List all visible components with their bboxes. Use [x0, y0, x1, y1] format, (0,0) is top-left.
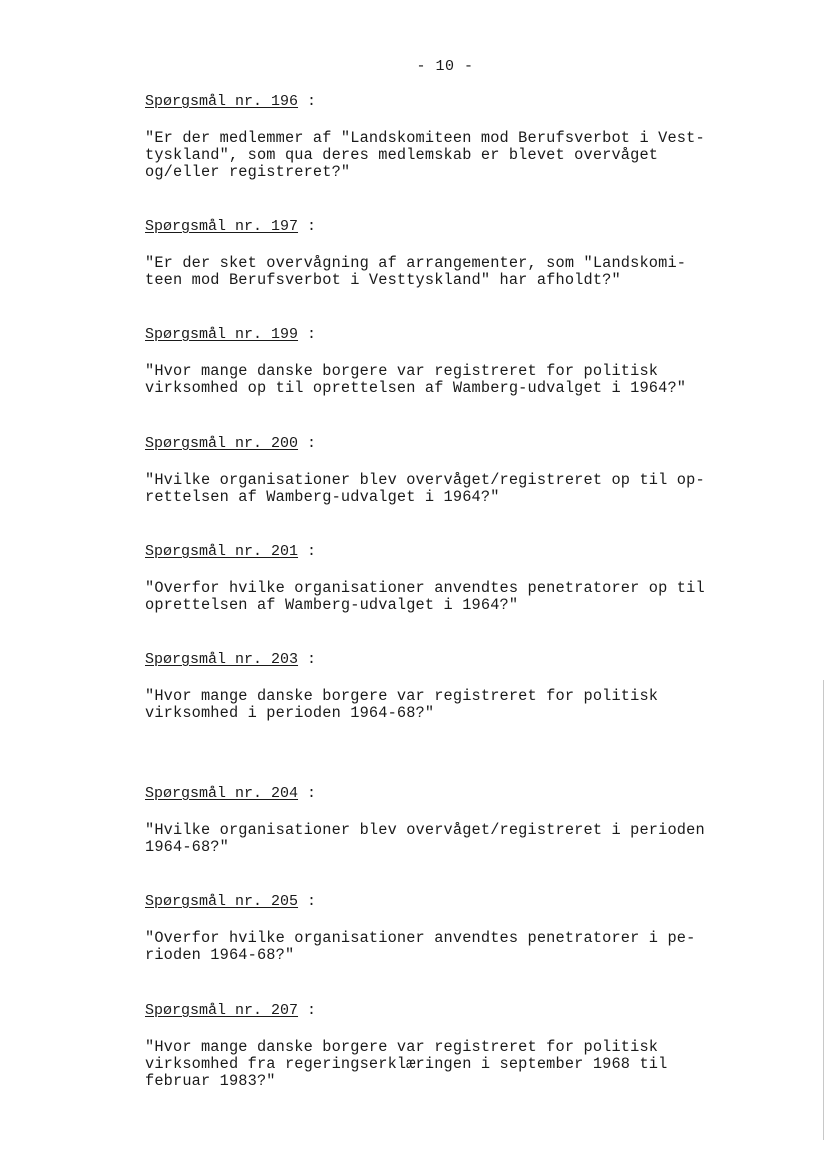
- question-203: [145, 651, 765, 722]
- question-label: Spørgsmål nr. 197: [145, 218, 299, 235]
- question-colon: :: [307, 785, 317, 802]
- question-text: "Hvor mange danske borgere var registreret for politisk virksomhed fra regeringserklæringen i september 1968 til februar 1983?": [145, 1038, 668, 1090]
- question-197: [145, 218, 765, 289]
- question-199: [145, 326, 765, 397]
- question-colon: :: [307, 1002, 317, 1019]
- question-text: "Overfor hvilke organisationer anvendtes penetratorer i pe- rioden 1964-68?": [145, 929, 696, 964]
- question-text: "Hvilke organisationer blev overvåget/registreret op til op- rettelsen af Wamberg-udvalget i 1964?": [145, 471, 705, 506]
- question-label: Spørgsmål nr. 205: [145, 893, 299, 910]
- question-205: [145, 893, 765, 964]
- page-number: - 10 -: [416, 58, 474, 75]
- question-label: Spørgsmål nr. 199: [145, 326, 299, 343]
- question-colon: :: [307, 93, 317, 110]
- question-label: Spørgsmål nr. 200: [145, 435, 299, 452]
- question-204: [145, 785, 765, 856]
- question-text: "Overfor hvilke organisationer anvendtes penetratorer op til oprettelsen af Wamberg-udvalget i 1964?": [145, 579, 705, 614]
- question-colon: :: [307, 218, 317, 235]
- scan-edge-line: [823, 680, 824, 1140]
- question-text: "Hvor mange danske borgere var registreret for politisk virksomhed i perioden 1964-68?": [145, 687, 659, 722]
- question-text: "Er der medlemmer af "Landskomiteen mod Berufsverbot i Vest- tyskland", som qua deres medlemskab er blevet overvåget og/eller registreret?": [145, 129, 705, 181]
- question-heading: [145, 893, 765, 910]
- question-heading: [145, 435, 765, 452]
- question-heading: [145, 651, 765, 668]
- question-heading: [145, 1002, 765, 1019]
- question-heading: [145, 543, 765, 560]
- question-heading: [145, 785, 765, 802]
- question-label: Spørgsmål nr. 196: [145, 93, 299, 110]
- question-text: "Er der sket overvågning af arrangementer, som "Landskomi- teen mod Berufsverbot i Vesttyskland" har afholdt?": [145, 254, 687, 289]
- question-text: "Hvor mange danske borgere var registreret for politisk virksomhed op til oprettelsen af Wamberg-udvalget i 1964?": [145, 362, 687, 397]
- question-colon: :: [307, 651, 317, 668]
- question-colon: :: [307, 543, 317, 560]
- question-colon: :: [307, 326, 317, 343]
- question-label: Spørgsmål nr. 203: [145, 651, 299, 668]
- question-heading: [145, 218, 765, 235]
- question-colon: :: [307, 435, 317, 452]
- question-196: [145, 93, 765, 181]
- question-heading: [145, 326, 765, 343]
- question-200: [145, 435, 765, 506]
- question-label: Spørgsmål nr. 207: [145, 1002, 299, 1019]
- question-heading: [145, 93, 765, 110]
- question-201: [145, 543, 765, 614]
- question-label: Spørgsmål nr. 201: [145, 543, 299, 560]
- question-label: Spørgsmål nr. 204: [145, 785, 299, 802]
- question-colon: :: [307, 893, 317, 910]
- question-text: "Hvilke organisationer blev overvåget/registreret i perioden 1964-68?": [145, 821, 705, 856]
- question-207: [145, 1002, 765, 1090]
